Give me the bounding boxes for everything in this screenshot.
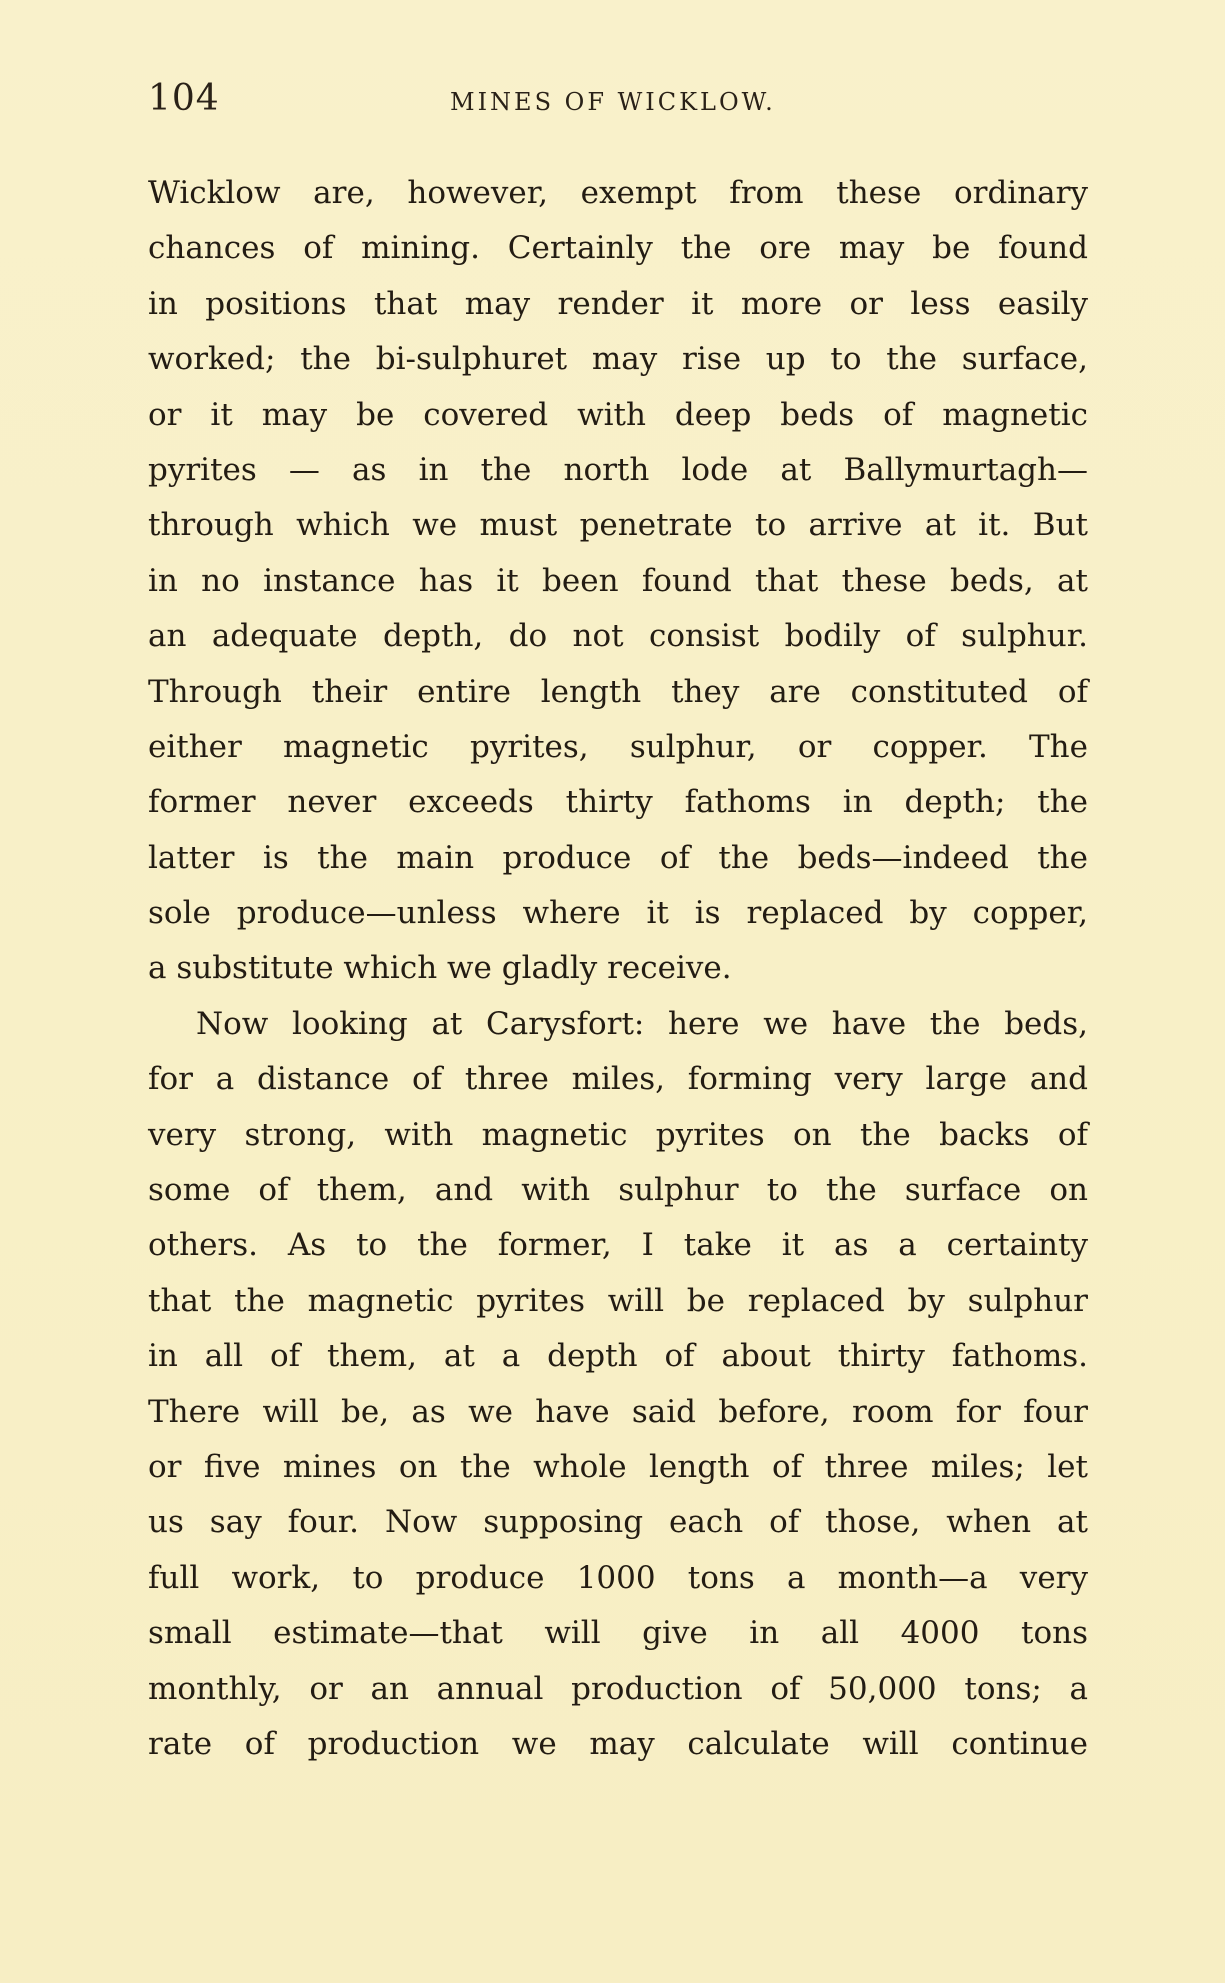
text-line: some of them, and with sulphur to the surface on	[148, 1172, 1088, 1209]
text-line: worked; the bi-sulphuret may rise up to the surface,	[148, 341, 1088, 378]
text-line: sole produce—unless where it is replaced by copper,	[148, 895, 1088, 932]
paragraph	[148, 166, 1088, 997]
text-line: former never exceeds thirty fathoms in depth; the	[148, 784, 1088, 821]
text-line: for a distance of three miles, forming very large and	[148, 1061, 1088, 1098]
body-text	[148, 166, 1088, 1772]
text-line: an adequate depth, do not consist bodily of sulphur.	[148, 618, 1088, 655]
text-line: Wicklow are, however, exempt from these ordinary	[148, 175, 1088, 211]
text-line: Through their entire length they are constituted of	[148, 673, 1088, 710]
text-line: in positions that may render it more or less easily	[148, 285, 1088, 322]
paragraph	[148, 997, 1088, 1772]
text-line: through which we must penetrate to arrive at it. But	[148, 507, 1088, 544]
text-line: in all of them, at a depth of about thirty fathoms.	[148, 1338, 1088, 1375]
text-line: very strong, with magnetic pyrites on the backs of	[148, 1116, 1088, 1153]
page-header	[148, 78, 1088, 128]
text-line: us say four. Now supposing each of those, when at	[148, 1504, 1088, 1541]
text-line: others. As to the former, I take it as a certainty	[148, 1227, 1088, 1264]
page-number: 104	[148, 78, 220, 119]
text-line: latter is the main produce of the beds—indeed the	[148, 839, 1088, 876]
text-line: a substitute which we gladly receive.	[148, 950, 732, 987]
text-line: in no instance has it been found that these beds, at	[148, 562, 1088, 599]
text-line: monthly, or an annual production of 50,000 tons; a	[148, 1670, 1088, 1707]
text-line: either magnetic pyrites, sulphur, or copper. The	[148, 728, 1088, 765]
running-head: MINES OF WICKLOW.	[450, 88, 776, 116]
text-line: There will be, as we have said before, room for four	[148, 1393, 1088, 1430]
text-line: that the magnetic pyrites will be replaced by sulphur	[148, 1282, 1088, 1319]
text-line: or five mines on the whole length of three miles; let	[148, 1448, 1088, 1485]
text-line: or it may be covered with deep beds of magnetic	[148, 396, 1088, 433]
text-line: chances of mining. Certainly the ore may be found	[148, 230, 1088, 267]
text-line: pyrites — as in the north lode at Ballymurtagh—	[148, 451, 1088, 488]
text-line: rate of production we may calculate will continue	[148, 1725, 1088, 1762]
text-line: Now looking at Carysfort: here we have the beds,	[196, 1005, 1088, 1042]
text-line: full work, to produce 1000 tons a month—a very	[148, 1559, 1088, 1596]
text-line: small estimate—that will give in all 4000 tons	[148, 1615, 1088, 1652]
